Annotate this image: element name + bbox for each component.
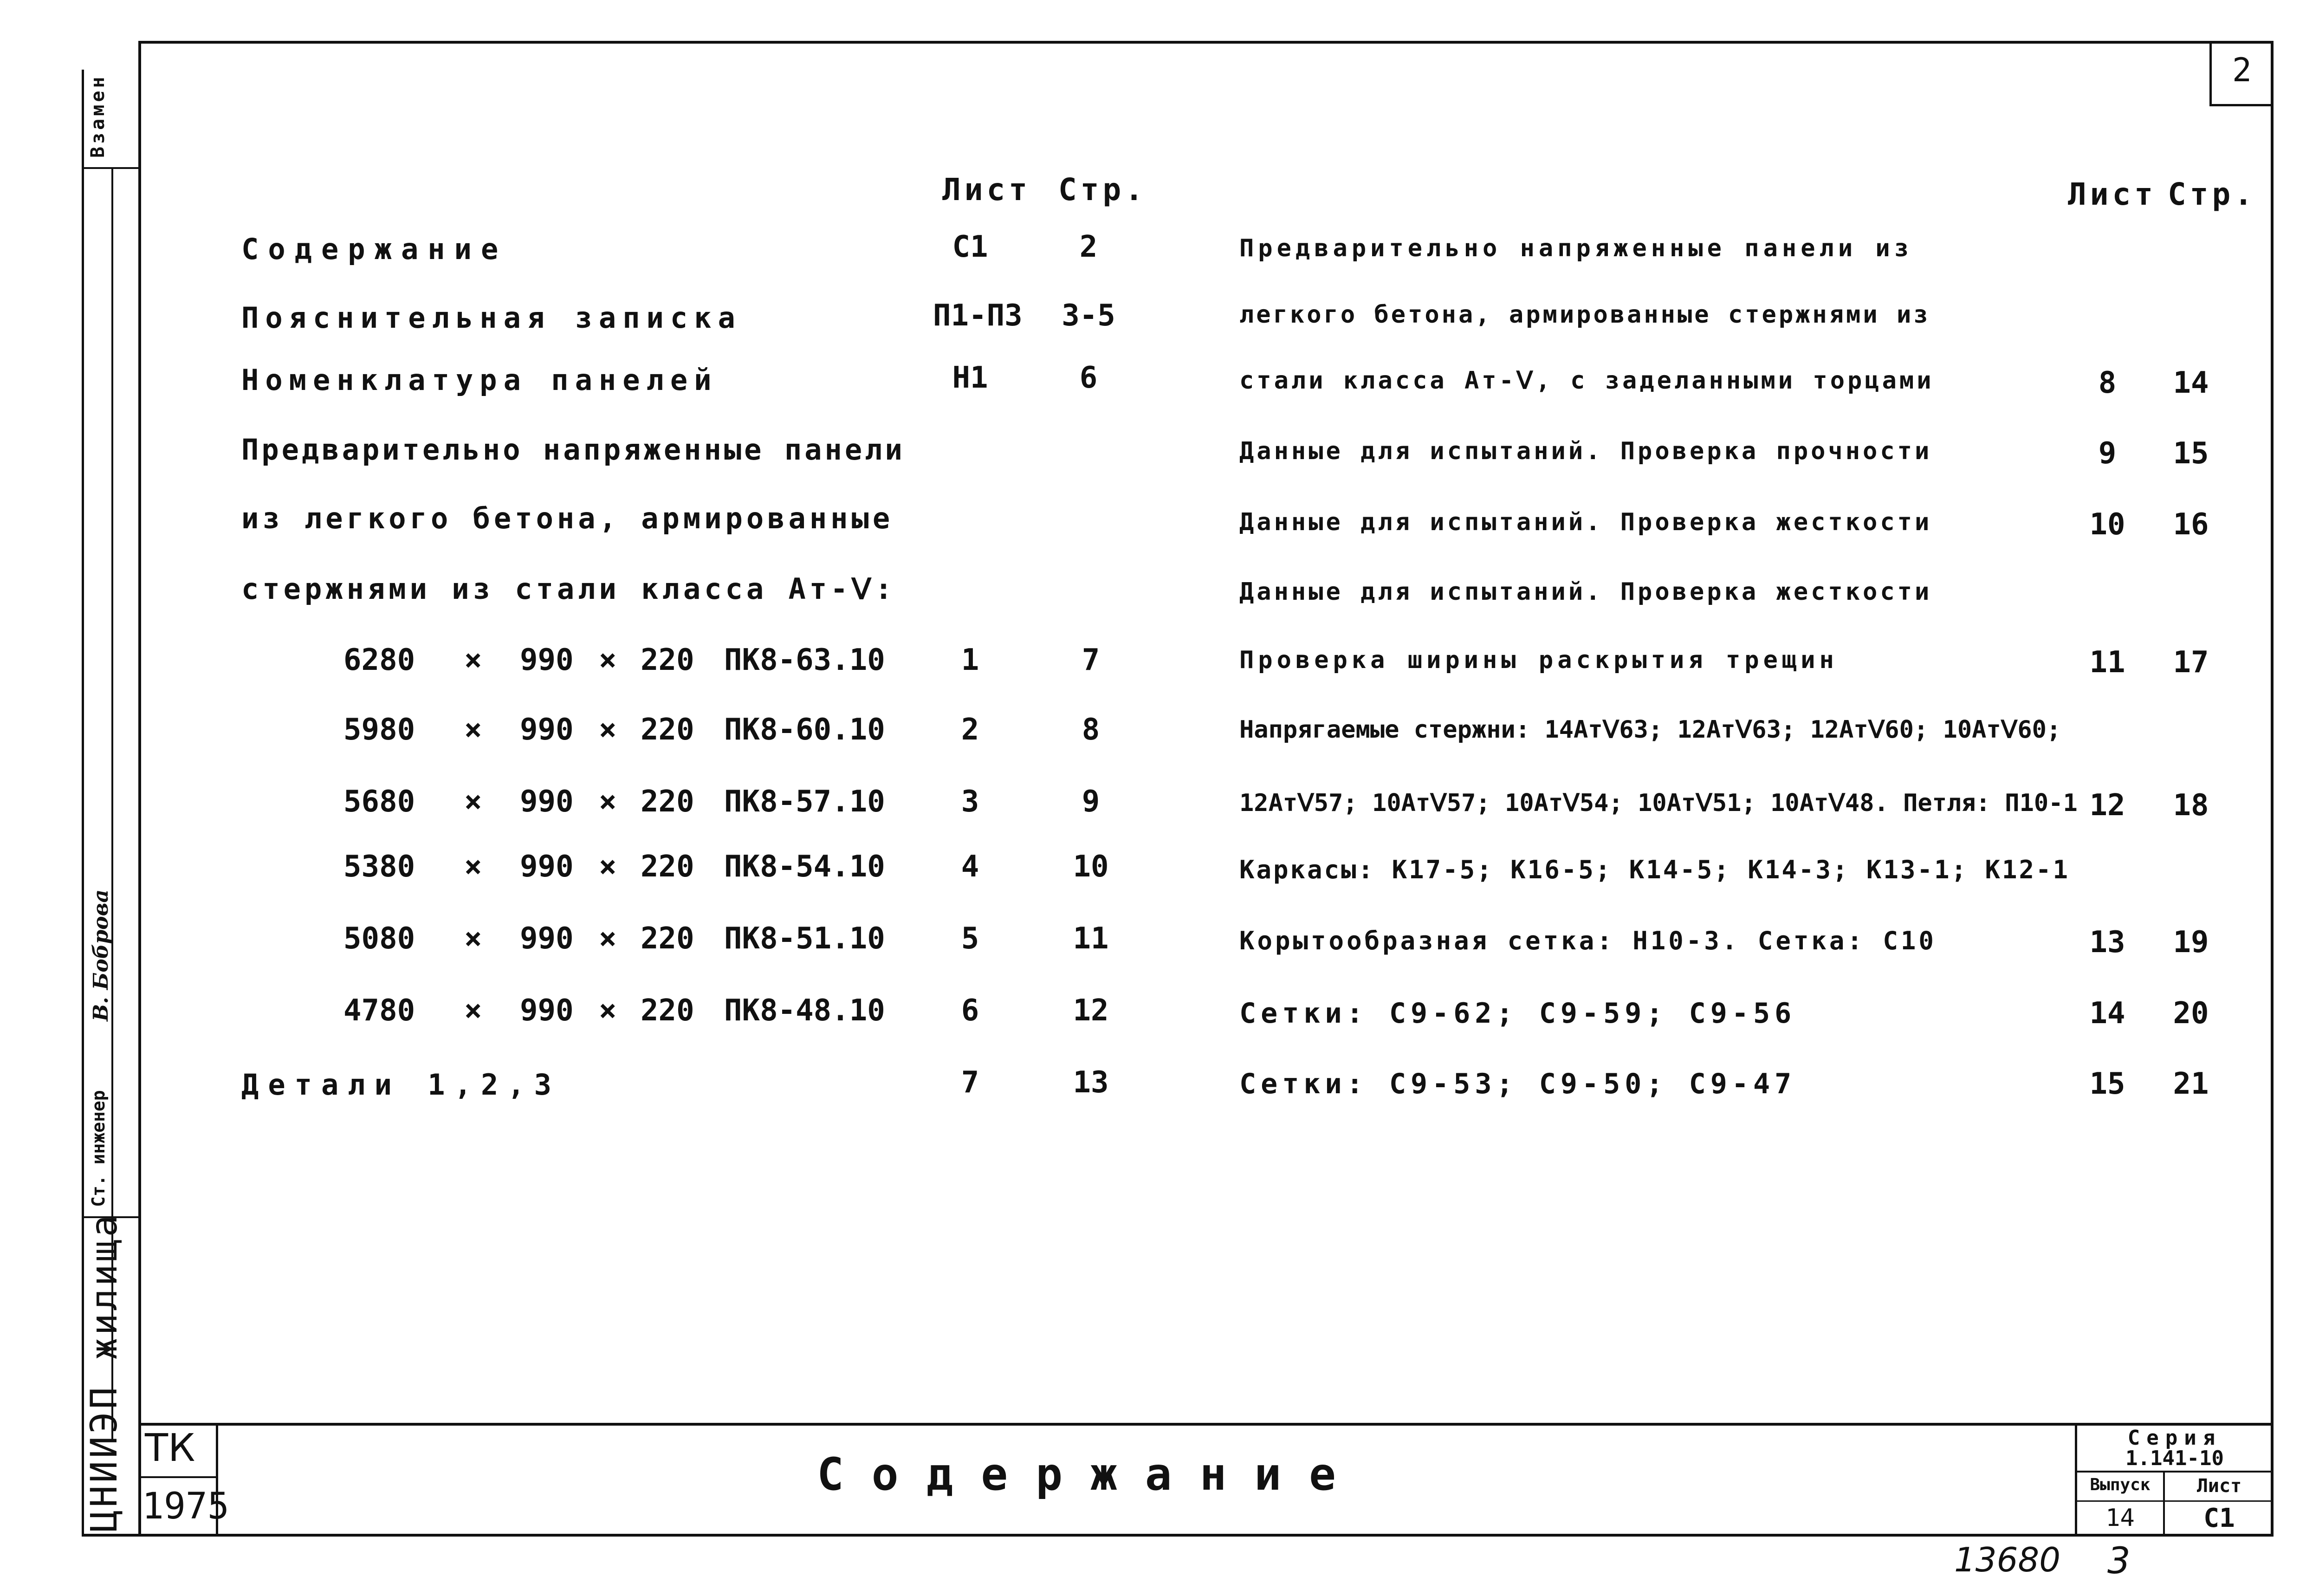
series-bottom <box>2075 1471 2274 1473</box>
right-line: Предварительно напряженные панели из <box>1239 234 1913 262</box>
times-sign: × <box>599 993 617 1028</box>
entry-title: Номенклатура панелей <box>241 363 718 397</box>
times-sign: × <box>599 643 617 677</box>
panel-code: ПК8-51.10 <box>724 921 885 956</box>
entry-title: Содержание <box>241 232 508 266</box>
right-sheet: 8 <box>2098 366 2117 400</box>
left-header-page: Стр. <box>1058 172 1147 208</box>
right-line: Корытообразная сетка: Н10-3. Сетка: С10 <box>1239 926 1937 955</box>
right-line: Сетки: С9-53; С9-50; С9-47 <box>1239 1068 1796 1100</box>
panel-code: ПК8-63.10 <box>724 643 885 677</box>
details-page: 13 <box>1073 1065 1109 1100</box>
right-line: Проверка ширины раскрытия трещин <box>1239 646 1838 674</box>
right-sheet: 15 <box>2089 1067 2125 1101</box>
right-line: Данные для испытаний. Проверка прочности <box>1239 437 1932 465</box>
series-label: Серия <box>2127 1426 2222 1450</box>
panel-length: 5380 <box>343 850 415 884</box>
panel-sheet: 4 <box>961 850 979 884</box>
panel-page: 12 <box>1073 993 1109 1028</box>
panel-width: 990 <box>520 993 574 1028</box>
issue-label-line <box>2075 1500 2274 1502</box>
panel-height: 220 <box>641 713 694 747</box>
times-sign: × <box>464 850 482 884</box>
right-page: 17 <box>2173 645 2209 680</box>
times-sign: × <box>599 785 617 819</box>
entry-sheet: П1-П3 <box>933 298 1023 333</box>
sheet-label: Лист <box>2196 1475 2242 1497</box>
panel-sheet: 5 <box>961 921 979 956</box>
panel-page: 11 <box>1073 921 1109 956</box>
panel-height: 220 <box>641 993 694 1028</box>
entry-page: 2 <box>1079 230 1098 264</box>
group-title-line: Предварительно напряженные панели <box>241 433 905 467</box>
times-sign: × <box>464 643 482 677</box>
panel-length: 5680 <box>343 785 415 819</box>
page-box-bottom <box>2209 104 2273 106</box>
frame-left <box>138 41 141 1537</box>
right-page: 21 <box>2173 1067 2209 1101</box>
right-page: 20 <box>2173 996 2209 1031</box>
panel-code: ПК8-60.10 <box>724 713 885 747</box>
panel-page: 8 <box>1082 713 1100 747</box>
issue-label: Выпуск <box>2090 1475 2151 1494</box>
details-sheet: 7 <box>961 1065 979 1100</box>
times-sign: × <box>464 785 482 819</box>
panel-height: 220 <box>641 921 694 956</box>
right-line: Каркасы: К17-5; К16-5; К14-5; К14-3; К13-1; К12-1 <box>1239 855 2070 884</box>
right-sheet: 9 <box>2098 436 2117 471</box>
right-line: Сетки: С9-62; С9-59; С9-56 <box>1239 997 1796 1030</box>
sheet-title: Содержание <box>817 1448 1364 1500</box>
right-line: легкого бетона, армированные стержнями из <box>1239 301 1930 329</box>
issue-value: 14 <box>2105 1504 2135 1532</box>
stamp-name: В. Боброва <box>89 889 113 1021</box>
entry-sheet: Н1 <box>952 361 988 395</box>
entry-page: 6 <box>1079 361 1098 395</box>
panel-page: 9 <box>1082 785 1100 819</box>
right-line: стали класса Ат-Ⅴ, с заделанными торцами <box>1239 367 1934 395</box>
panel-page: 10 <box>1073 850 1109 884</box>
details-title: Детали 1,2,3 <box>241 1068 561 1102</box>
panel-code: ПК8-48.10 <box>724 993 885 1028</box>
panel-code: ПК8-57.10 <box>724 785 885 819</box>
right-sheet: 11 <box>2089 645 2125 680</box>
panel-height: 220 <box>641 785 694 819</box>
panel-width: 990 <box>520 921 574 956</box>
frame-right <box>2271 41 2274 1537</box>
right-page: 15 <box>2173 436 2209 471</box>
copy-number: 3 <box>2107 1540 2131 1582</box>
right-header-page: Стр. <box>2168 176 2256 212</box>
frame-top <box>138 41 2274 44</box>
times-sign: × <box>599 850 617 884</box>
right-header-sheet: Лист <box>2068 176 2157 212</box>
right-line: Данные для испытаний. Проверка жесткости <box>1239 578 1932 606</box>
year-label: 1975 <box>142 1486 229 1527</box>
panel-code: ПК8-54.10 <box>724 850 885 884</box>
right-page: 18 <box>2173 788 2209 823</box>
panel-width: 990 <box>520 850 574 884</box>
times-sign: × <box>464 921 482 956</box>
entry-sheet: С1 <box>952 230 988 264</box>
right-page: 19 <box>2173 925 2209 960</box>
tk-year-divider <box>138 1476 218 1478</box>
title-block-top <box>138 1423 2274 1426</box>
panel-sheet: 6 <box>961 993 979 1028</box>
stamp-sep-1 <box>82 167 141 169</box>
panel-length: 6280 <box>343 643 415 677</box>
times-sign: × <box>599 713 617 747</box>
panel-width: 990 <box>520 713 574 747</box>
archive-number: 13680 <box>1954 1540 2061 1579</box>
panel-sheet: 2 <box>961 713 979 747</box>
right-line: Данные для испытаний. Проверка жесткости <box>1239 508 1932 536</box>
right-page: 16 <box>2173 507 2209 542</box>
page-number: 2 <box>2232 51 2252 89</box>
sheet-value: С1 <box>2203 1503 2235 1533</box>
panel-sheet: 3 <box>961 785 979 819</box>
entry-title: Пояснительная записка <box>241 301 742 335</box>
panel-height: 220 <box>641 850 694 884</box>
panel-width: 990 <box>520 785 574 819</box>
right-page: 14 <box>2173 366 2209 400</box>
entry-page: 3-5 <box>1062 298 1115 333</box>
times-sign: × <box>464 993 482 1028</box>
left-header-sheet: Лист <box>942 172 1031 208</box>
series-value: 1.141-10 <box>2125 1447 2224 1470</box>
panel-length: 5080 <box>343 921 415 956</box>
right-sheet: 12 <box>2089 788 2125 823</box>
right-sheet: 13 <box>2089 925 2125 960</box>
times-sign: × <box>599 921 617 956</box>
stamp-org: ЦНИИЭП жилища <box>84 1212 125 1532</box>
stamp-engineer: Ст. инженер <box>88 1090 109 1207</box>
right-sheet: 10 <box>2089 507 2125 542</box>
right-line: Напрягаемые стержни: 14АтⅤ63; 12АтⅤ63; 12АтⅤ60; 10АтⅤ60; <box>1239 716 2061 744</box>
times-sign: × <box>464 713 482 747</box>
frame-bottom <box>82 1534 2274 1537</box>
right-line: 12АтⅤ57; 10АтⅤ57; 10АтⅤ54; 10АтⅤ51; 10АтⅤ48. Петля: П10-1 <box>1239 789 2078 817</box>
tk-label: ТК <box>145 1426 195 1470</box>
group-title-line: из легкого бетона, армированные <box>241 501 894 535</box>
panel-width: 990 <box>520 643 574 677</box>
stamp-vzamen: Взамен <box>87 74 109 158</box>
right-sheet: 14 <box>2089 996 2125 1031</box>
panel-height: 220 <box>641 643 694 677</box>
panel-sheet: 1 <box>961 643 979 677</box>
panel-page: 7 <box>1082 643 1100 677</box>
page-box-left <box>2209 41 2212 106</box>
panel-length: 4780 <box>343 993 415 1028</box>
panel-length: 5980 <box>343 713 415 747</box>
group-title-line: стержнями из стали класса Ат-Ⅴ: <box>241 572 896 606</box>
